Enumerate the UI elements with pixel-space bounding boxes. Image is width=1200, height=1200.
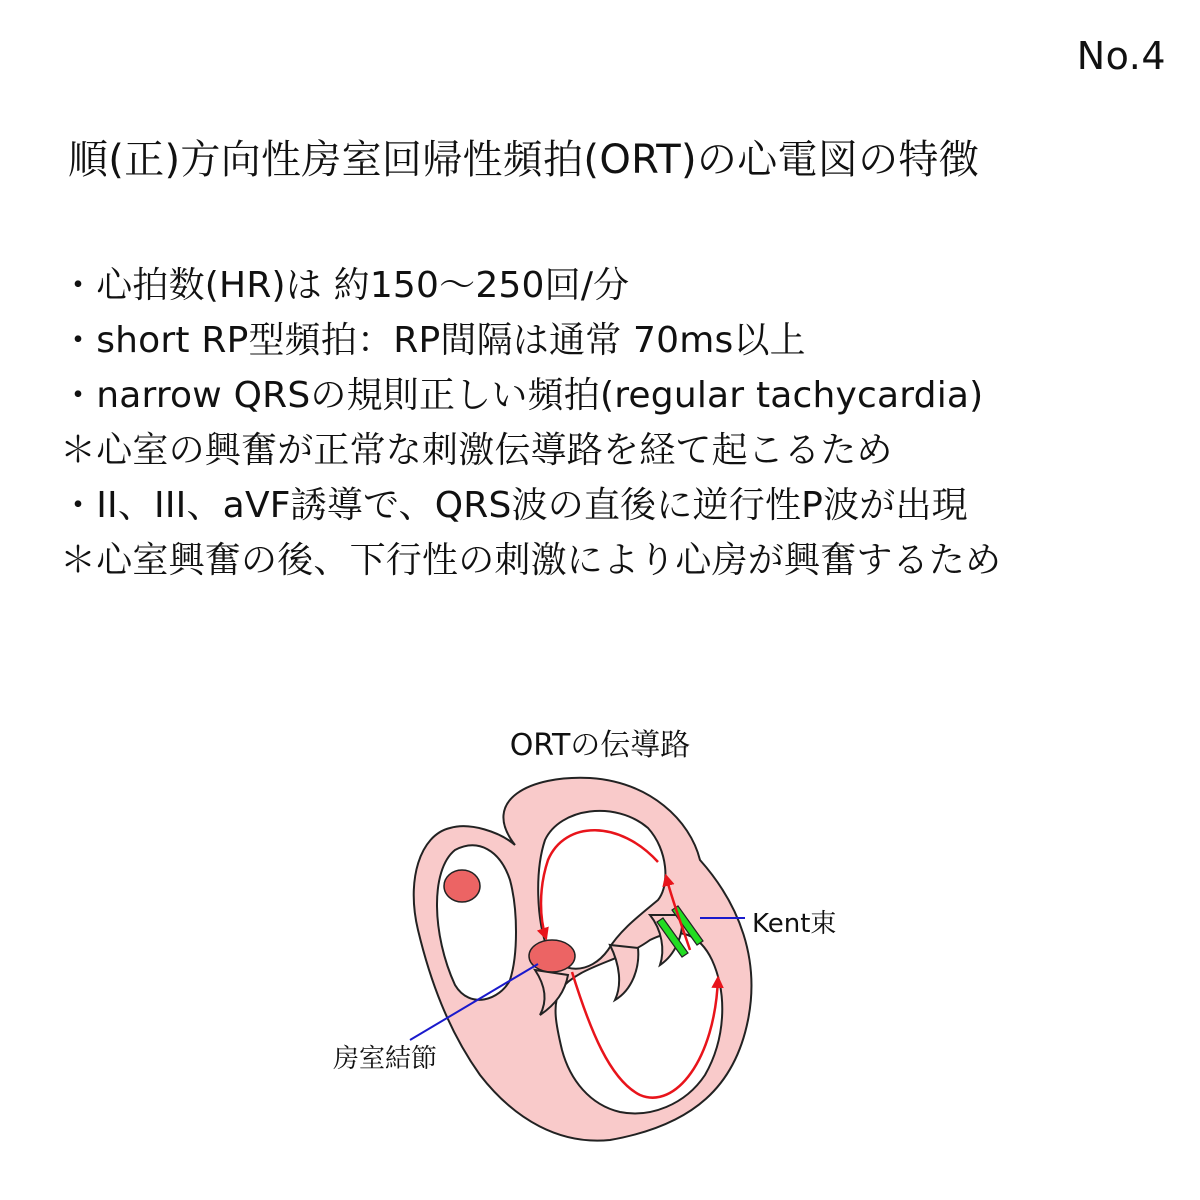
av-node	[529, 940, 575, 972]
page-number: No.4	[1076, 34, 1166, 78]
line-heart-rate: ・心拍数(HR)は 約150〜250回/分	[60, 265, 630, 306]
line-narrow-qrs: ・narrow QRSの規則正しい頻拍(regular tachycardia)	[60, 375, 984, 416]
line-short-rp: ・short RP型頻拍：RP間隔は通常 70ms以上	[60, 320, 806, 361]
diagram-title: ORTの伝導路	[509, 728, 691, 763]
line-retrograde-p: ・II、III、aVF誘導で、QRS波の直後に逆行性P波が出現	[60, 485, 968, 526]
note-atrial-excitation: ＊心室興奮の後、下行性の刺激により心房が興奮するため	[60, 540, 1002, 581]
av-node-label: 房室結節	[333, 1044, 438, 1074]
sa-node	[444, 870, 480, 902]
kent-bundle-label: Kent束	[752, 909, 837, 939]
page-title: 順(正)方向性房室回帰性頻拍(ORT)の心電図の特徴	[68, 137, 980, 183]
note-normal-conduction: ＊心室の興奮が正常な刺激伝導路を経て起こるため	[60, 430, 893, 471]
